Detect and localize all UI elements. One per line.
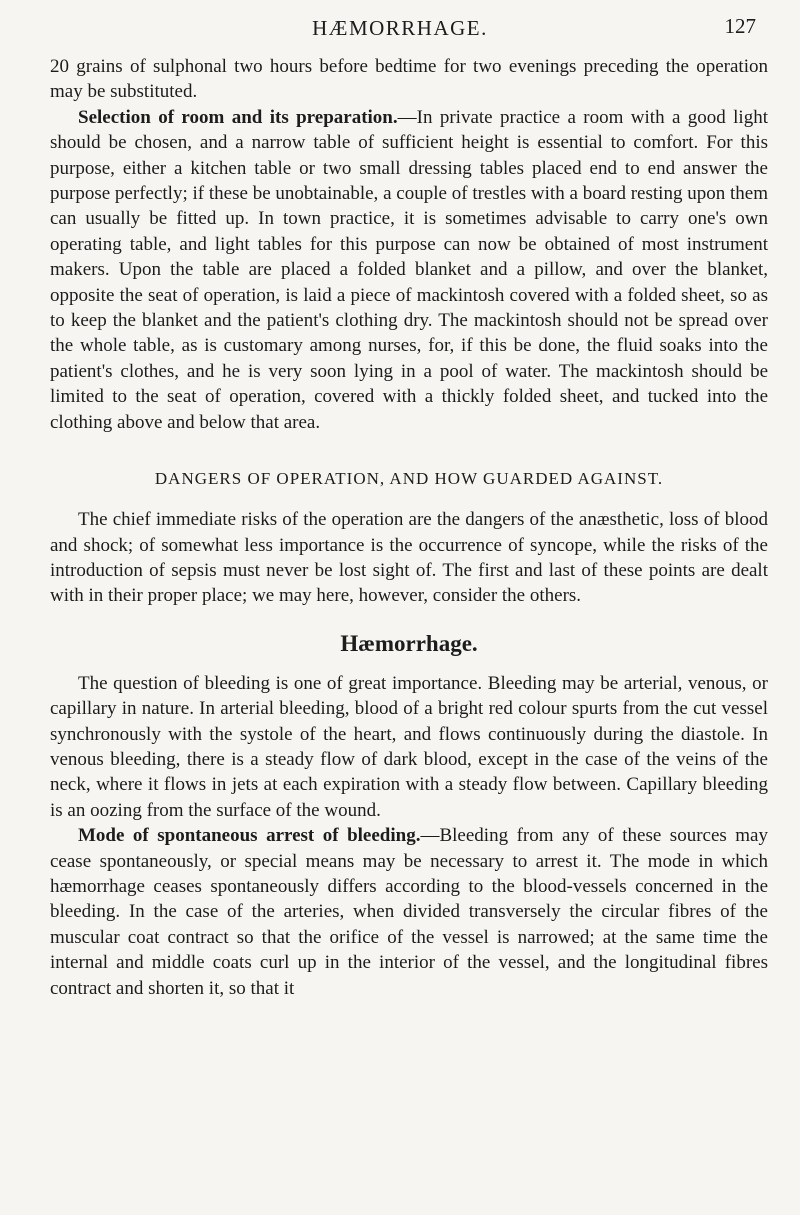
haemorrhage-paragraph: The question of bleeding is one of great importance. Bleeding may be arterial, venous, or capillary in nature. In arterial bleeding, blood of a bright red colour spurts from the cut vessel synchronously with the systole of the heart, and flows continuously during the diastole. In venous bleeding, there is a steady flow of dark blood, except in the case of the veins of the neck, where it flows in jets at each expiration with a steady flow between. Capillary bleeding is an oozing from the surface of the wound.	[50, 672, 768, 821]
room-selection-heading: Selection of room and its preparation.	[78, 106, 398, 128]
dangers-paragraph: The chief immediate risks of the operation are the dangers of the anæsthetic, loss of blood and shock; of somewhat less importance is the occurrence of syncope, while the risks of the introduction of sepsis must never be lost sight of. The first and last of these points are dealt with in their proper place; we may here, however, consider the others.	[50, 509, 768, 607]
page-number: 127	[724, 14, 756, 38]
room-selection-text: —In private practice a room with a good light should be chosen, and a narrow table of sufficient height is essential to comfort. For this purpose, either a kitchen table or two small dressing tables placed end to end answer the purpose perfectly; if these be unobtainable, a couple of trestles with a board resting upon them can usually be fitted up. In town practice, it is sometimes advisable to carry one's own operating table, and light tables for this purpose can now be obtained of most instrument makers. Upon the table are placed a folded blanket and a pillow, and over the blanket, opposite the seat of operation, is laid a piece of mackintosh covered with a folded sheet, so as to keep the blanket and the patient's clothing dry. The mackintosh should not be spread over the whole table, as is customary among nurses, for, if this be done, the fluid soaks into the patient's clothes, and he is very soon lying in a pool of water. The mackintosh should be limited to the seat of operation, covered with a thickly folded sheet, and tucked into the clothing above and below that area.	[50, 106, 768, 433]
spontaneous-arrest-heading: Mode of spontaneous arrest of bleeding.	[78, 825, 421, 847]
running-title: HÆMORRHAGE.	[312, 16, 488, 40]
dangers-heading: DANGERS OF OPERATION, AND HOW GUARDED AGAINST.	[154, 469, 664, 489]
body-text	[50, 54, 768, 1001]
preparation-paragraph	[50, 105, 768, 435]
spontaneous-arrest-text: —Bleeding from any of these sources may cease spontaneously, or special means may be necessary to arrest it. The mode in which hæmorrhage ceases spontaneously differs according to the blood-vessels concerned in the bleeding. In the case of the arteries, when divided transversely the circular fibres of the muscular coat contract so that the orifice of the vessel is narrowed; at the same time the internal and middle coats curl up in the interior of the vessel, and the longitudinal fibres contract and shorten it, so that it	[50, 825, 768, 999]
lead-paragraph: 20 grains of sulphonal two hours before bedtime for two evenings preceding the operation may be substituted.	[50, 56, 768, 103]
spontaneous-arrest-paragraph	[50, 823, 768, 1001]
haemorrhage-heading: Hæmorrhage.	[340, 630, 478, 656]
